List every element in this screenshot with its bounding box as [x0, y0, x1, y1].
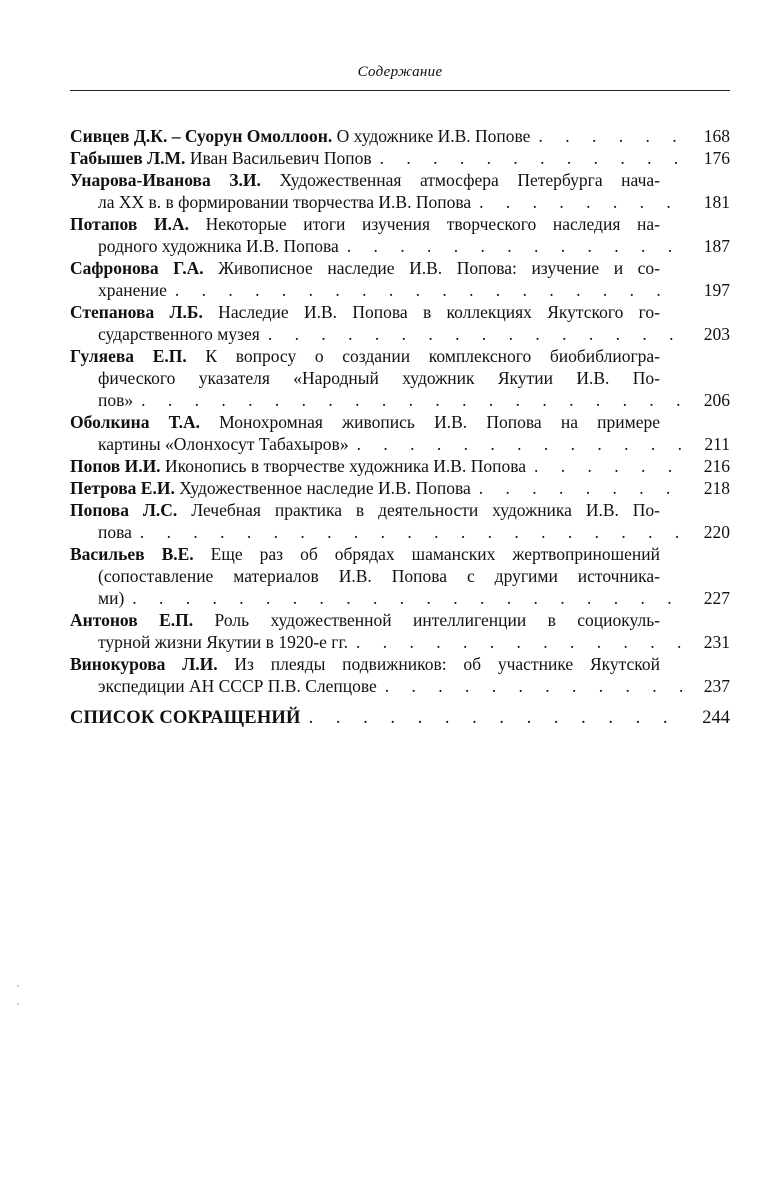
toc-line — [70, 279, 730, 301]
toc-line-text — [70, 345, 730, 367]
dot-leader — [349, 433, 684, 455]
toc-line-text — [70, 499, 730, 521]
toc-line-text — [98, 587, 124, 609]
toc-line — [70, 301, 730, 323]
toc-title: Художественная атмосфера Петербурга нача- — [260, 170, 661, 190]
toc-title: Живописное наследие И.В. Попова: изучение и со- — [203, 258, 660, 278]
toc-title: Из плеяды подвижников: об участнике Якутской — [217, 654, 660, 674]
toc-title: Роль художественной интеллигенции в социокуль- — [193, 610, 661, 630]
toc-line — [70, 367, 730, 389]
toc-line — [70, 565, 730, 587]
toc-line-text — [70, 653, 730, 675]
toc-line — [70, 191, 730, 213]
toc-title: пов» — [98, 390, 134, 410]
toc-entry[interactable] — [70, 477, 730, 499]
toc-author: Унарова-Иванова З.И. — [70, 170, 261, 190]
toc-author: Потапов И.А. — [70, 214, 189, 234]
running-head: Содержание — [357, 64, 443, 80]
toc-line-text — [98, 279, 167, 301]
toc-line-text — [70, 257, 730, 279]
toc-line-text — [98, 521, 132, 543]
page-number: 176 — [703, 148, 730, 168]
toc-author: Винокурова Л.И. — [70, 654, 218, 674]
toc-line — [70, 499, 730, 521]
toc-author: Сивцев Д.К. – Суорун Омоллоон. — [70, 126, 333, 146]
page-number: 168 — [703, 126, 730, 146]
toc-title: О художнике И.В. Попове — [332, 126, 531, 146]
toc-title: Еще раз об обрядах шаманских жертвоприношений — [193, 544, 660, 564]
scan-speck — [17, 1003, 19, 1005]
dot-leader — [348, 631, 684, 653]
toc-title: Наследие И.В. Попова в коллекциях Якутского го- — [202, 302, 661, 322]
toc-entry[interactable] — [70, 543, 730, 609]
page-number: 181 — [703, 192, 730, 212]
toc-line — [70, 675, 730, 697]
toc-line — [70, 345, 730, 367]
toc-line — [70, 455, 730, 477]
toc-line — [70, 147, 730, 169]
toc-line-text — [70, 707, 301, 729]
toc-line — [70, 433, 730, 455]
toc-line-text — [70, 477, 471, 499]
toc-author: Гуляева Е.П. — [70, 346, 187, 366]
dot-leader — [167, 279, 684, 301]
toc-line — [70, 411, 730, 433]
toc-line — [70, 389, 730, 411]
toc-title: турной жизни Якутии в 1920-е гг. — [98, 632, 349, 652]
toc-line — [70, 213, 730, 235]
toc-entry[interactable] — [70, 213, 730, 257]
toc-line-text — [98, 565, 730, 587]
toc-line-text — [70, 609, 730, 631]
dot-leader — [301, 707, 684, 729]
toc-title: хранение — [98, 280, 167, 300]
toc-line-text — [70, 411, 730, 433]
toc-line-text — [70, 147, 372, 169]
dot-leader — [260, 323, 684, 345]
page-number: 203 — [703, 324, 730, 344]
toc-title: ми) — [98, 588, 125, 608]
page-number: 211 — [704, 434, 730, 454]
toc-entry[interactable] — [70, 499, 730, 543]
toc-line-text — [98, 191, 471, 213]
toc-line-text — [98, 235, 339, 257]
toc-line-text — [98, 367, 730, 389]
toc-section-entry[interactable] — [70, 707, 730, 729]
toc-line — [70, 257, 730, 279]
toc-line-text — [98, 433, 349, 455]
table-of-contents — [70, 125, 730, 729]
toc-line-text — [70, 213, 730, 235]
page-number: 216 — [703, 456, 730, 476]
dot-leader — [132, 521, 684, 543]
toc-line-text — [70, 169, 730, 191]
toc-line — [70, 323, 730, 345]
toc-author: Сафронова Г.А. — [70, 258, 204, 278]
page-number: 237 — [703, 676, 730, 696]
dot-leader — [339, 235, 684, 257]
toc-line — [70, 587, 730, 609]
toc-entry[interactable] — [70, 609, 730, 653]
toc-entry[interactable] — [70, 169, 730, 213]
toc-author: Антонов Е.П. — [70, 610, 194, 630]
dot-leader — [124, 587, 684, 609]
toc-author: Попова Л.С. — [70, 500, 178, 520]
toc-line — [70, 609, 730, 631]
header-rule — [70, 90, 730, 91]
toc-line-text — [98, 631, 348, 653]
page-number: 227 — [703, 588, 730, 608]
toc-entry[interactable] — [70, 301, 730, 345]
toc-author: Степанова Л.Б. — [70, 302, 203, 322]
toc-line — [70, 521, 730, 543]
toc-title: фического указателя «Народный художник Якутии И.В. По- — [98, 368, 660, 388]
toc-line-text — [98, 675, 377, 697]
toc-title: К вопросу о создании комплексного биобиблиогра- — [186, 346, 660, 366]
scan-speck — [17, 985, 19, 987]
toc-author: Васильев В.Е. — [70, 544, 194, 564]
toc-line — [70, 477, 730, 499]
dot-leader — [377, 675, 684, 697]
toc-entry[interactable] — [70, 257, 730, 301]
toc-line-text — [70, 301, 730, 323]
toc-entry[interactable] — [70, 653, 730, 697]
dot-leader — [530, 125, 684, 147]
toc-entry[interactable] — [70, 345, 730, 411]
toc-entry[interactable] — [70, 455, 730, 477]
page-number: 197 — [703, 280, 730, 300]
toc-title: Лечебная практика в деятельности художника И.В. По- — [177, 500, 661, 520]
toc-line — [70, 235, 730, 257]
page-number: 187 — [703, 236, 730, 256]
toc-line-text — [98, 389, 133, 411]
dot-leader — [471, 477, 684, 499]
page-number: 218 — [703, 478, 730, 498]
toc-line — [70, 707, 730, 729]
toc-title: Иван Васильевич Попов — [185, 148, 372, 168]
toc-title: пова — [98, 522, 132, 542]
toc-title: Монохромная живопись И.В. Попова на примере — [199, 412, 660, 432]
dot-leader — [526, 455, 684, 477]
toc-line-text — [98, 323, 260, 345]
dot-leader — [372, 147, 684, 169]
toc-author: СПИСОК СОКРАЩЕНИЙ — [70, 708, 301, 728]
toc-author: Оболкина Т.А. — [70, 412, 200, 432]
toc-author: Габышев Л.М. — [70, 148, 186, 168]
toc-line — [70, 543, 730, 565]
toc-title: (сопоставление материалов И.В. Попова с другими источника- — [98, 566, 660, 586]
toc-entry[interactable] — [70, 411, 730, 455]
toc-line — [70, 631, 730, 653]
toc-entry[interactable] — [70, 125, 730, 147]
toc-title: родного художника И.В. Попова — [98, 236, 339, 256]
toc-line-text — [70, 455, 526, 477]
dot-leader — [471, 191, 684, 213]
toc-line-text — [70, 543, 730, 565]
toc-title: Некоторые итоги изучения творческого наследия на- — [188, 214, 660, 234]
toc-title: картины «Олонхосут Табахыров» — [98, 434, 349, 454]
dot-leader — [133, 389, 684, 411]
toc-title: ла XX в. в формировании творчества И.В. Попова — [98, 192, 472, 212]
toc-title: экспедиции АН СССР П.В. Слепцове — [98, 676, 377, 696]
toc-line — [70, 169, 730, 191]
toc-author: Попов И.И. — [70, 456, 161, 476]
toc-title: сударственного музея — [98, 324, 260, 344]
page-number: 220 — [703, 522, 730, 542]
toc-line — [70, 653, 730, 675]
toc-title: Иконопись в творчестве художника И.В. Попова — [160, 456, 527, 476]
toc-entry[interactable] — [70, 147, 730, 169]
page-number: 206 — [703, 390, 730, 410]
toc-line-text — [70, 125, 530, 147]
toc-author: Петрова Е.И. — [70, 478, 175, 498]
page-number: 244 — [702, 708, 730, 728]
page-number: 231 — [703, 632, 730, 652]
toc-line — [70, 125, 730, 147]
toc-title: Художественное наследие И.В. Попова — [174, 478, 471, 498]
